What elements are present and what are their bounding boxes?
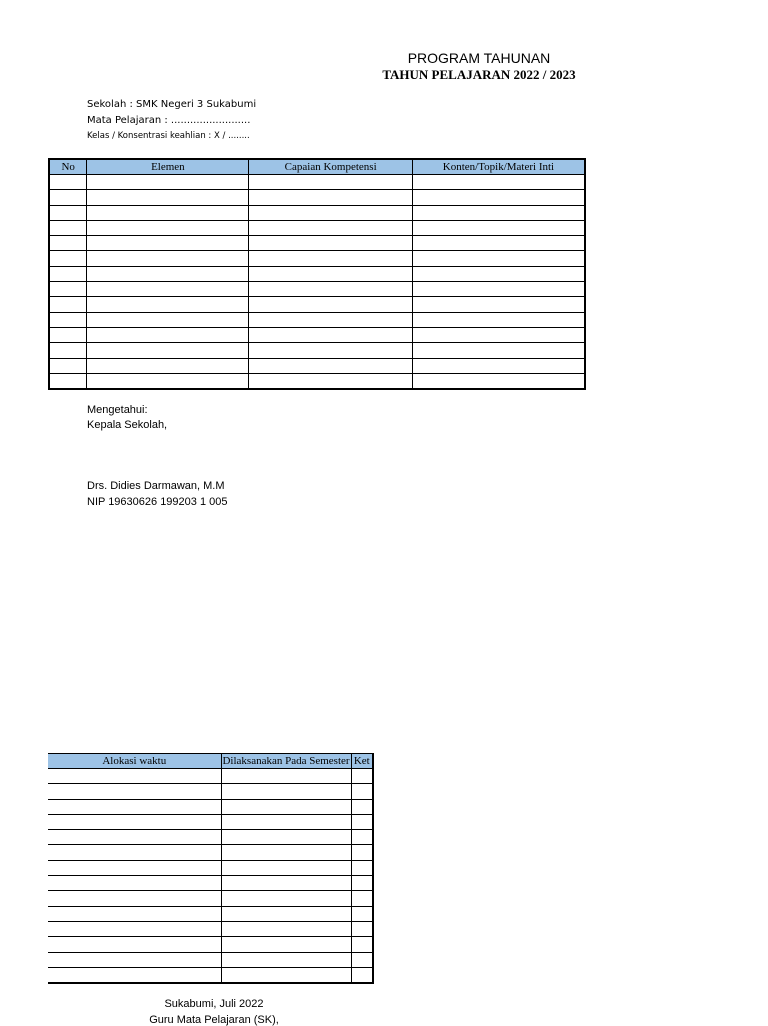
table-cell bbox=[412, 282, 585, 297]
table-row bbox=[49, 312, 585, 327]
signature-name: Drs. Didies Darmawan, M.M bbox=[87, 480, 225, 492]
table-row bbox=[48, 860, 373, 875]
table-cell bbox=[351, 921, 373, 936]
table-cell bbox=[221, 845, 351, 860]
table-cell bbox=[249, 282, 412, 297]
table-cell bbox=[249, 312, 412, 327]
table-row bbox=[49, 220, 585, 235]
table-cell bbox=[249, 266, 412, 281]
table-cell bbox=[48, 967, 221, 983]
table-cell bbox=[49, 220, 87, 235]
table-row bbox=[48, 967, 373, 983]
document-subtitle: TAHUN PELAJARAN 2022 / 2023 bbox=[382, 67, 576, 82]
table-cell bbox=[49, 190, 87, 205]
table-cell bbox=[221, 830, 351, 845]
table-cell bbox=[412, 297, 585, 312]
table-cell bbox=[87, 190, 249, 205]
table-cell bbox=[221, 860, 351, 875]
signature-role: Kepala Sekolah, bbox=[87, 419, 168, 431]
table-cell bbox=[49, 373, 87, 389]
header-no: No bbox=[49, 159, 87, 175]
table-row bbox=[49, 327, 585, 342]
table-cell bbox=[412, 251, 585, 266]
info-sekolah: Sekolah : SMK Negeri 3 Sukabumi bbox=[87, 99, 257, 110]
table-cell bbox=[48, 921, 221, 936]
table-cell bbox=[249, 205, 412, 220]
table-cell bbox=[49, 358, 87, 373]
table-cell bbox=[351, 937, 373, 952]
table-row bbox=[48, 784, 373, 799]
table-cell bbox=[48, 906, 221, 921]
table-cell bbox=[412, 343, 585, 358]
table-cell bbox=[49, 175, 87, 190]
table-cell bbox=[221, 814, 351, 829]
table-cell bbox=[249, 358, 412, 373]
table-cell bbox=[87, 358, 249, 373]
table-cell bbox=[221, 769, 351, 784]
table-cell bbox=[48, 876, 221, 891]
table-cell bbox=[351, 891, 373, 906]
table-cell bbox=[412, 327, 585, 342]
table-cell bbox=[412, 312, 585, 327]
table-cell bbox=[48, 845, 221, 860]
header-capaian-kompetensi: Capaian Kompetensi bbox=[249, 159, 412, 175]
table-cell bbox=[49, 327, 87, 342]
table-cell bbox=[221, 937, 351, 952]
table-row bbox=[48, 876, 373, 891]
table-cell bbox=[221, 891, 351, 906]
program-table-header bbox=[49, 159, 585, 175]
table-row bbox=[48, 921, 373, 936]
table-cell bbox=[412, 266, 585, 281]
table-cell bbox=[87, 327, 249, 342]
table-row bbox=[49, 373, 585, 389]
table-cell bbox=[221, 784, 351, 799]
footer-place-date: Sukabumi, Juli 2022 bbox=[164, 998, 264, 1010]
table-row bbox=[49, 282, 585, 297]
allocation-table-header bbox=[48, 754, 373, 769]
table-cell bbox=[87, 220, 249, 235]
table-cell bbox=[87, 297, 249, 312]
table-cell bbox=[87, 251, 249, 266]
table-row bbox=[48, 906, 373, 921]
table-row bbox=[48, 799, 373, 814]
signature-mengetahui: Mengetahui: bbox=[87, 404, 148, 416]
table-cell bbox=[412, 358, 585, 373]
table-cell bbox=[48, 860, 221, 875]
table-row bbox=[48, 769, 373, 784]
table-cell bbox=[221, 906, 351, 921]
table-cell bbox=[412, 175, 585, 190]
table-cell bbox=[49, 205, 87, 220]
table-row bbox=[49, 175, 585, 190]
table-cell bbox=[249, 297, 412, 312]
table-cell bbox=[87, 343, 249, 358]
program-table bbox=[48, 158, 586, 390]
table-cell bbox=[221, 967, 351, 983]
table-cell bbox=[412, 220, 585, 235]
table-row bbox=[48, 845, 373, 860]
table-row bbox=[49, 205, 585, 220]
info-mata-pelajaran: Mata Pelajaran : ......................... bbox=[87, 115, 251, 126]
table-row bbox=[49, 236, 585, 251]
table-row bbox=[49, 251, 585, 266]
table-cell bbox=[221, 799, 351, 814]
table-row bbox=[49, 190, 585, 205]
table-cell bbox=[48, 814, 221, 829]
document-title: PROGRAM TAHUNAN bbox=[407, 50, 551, 66]
table-cell bbox=[412, 373, 585, 389]
table-cell bbox=[351, 799, 373, 814]
header-konten: Konten/Topik/Materi Inti bbox=[412, 159, 585, 175]
table-cell bbox=[351, 814, 373, 829]
table-cell bbox=[351, 952, 373, 967]
table-cell bbox=[351, 906, 373, 921]
table-cell bbox=[221, 876, 351, 891]
table-row bbox=[49, 266, 585, 281]
table-row bbox=[48, 814, 373, 829]
header-ket: Ket bbox=[351, 754, 373, 769]
table-cell bbox=[351, 876, 373, 891]
table-cell bbox=[87, 373, 249, 389]
table-cell bbox=[351, 769, 373, 784]
table-cell bbox=[48, 799, 221, 814]
header-dilaksanakan: Dilaksanakan Pada Semester bbox=[222, 754, 350, 767]
table-cell bbox=[351, 860, 373, 875]
table-cell bbox=[351, 845, 373, 860]
table-row bbox=[48, 891, 373, 906]
table-cell bbox=[48, 891, 221, 906]
table-cell bbox=[49, 236, 87, 251]
table-row bbox=[49, 358, 585, 373]
table-cell bbox=[249, 236, 412, 251]
header-alokasi-waktu: Alokasi waktu bbox=[48, 754, 221, 769]
table-row bbox=[49, 343, 585, 358]
table-cell bbox=[351, 967, 373, 983]
table-cell bbox=[249, 251, 412, 266]
table-cell bbox=[412, 205, 585, 220]
signature-nip: NIP 19630626 199203 1 005 bbox=[87, 496, 228, 508]
table-cell bbox=[221, 952, 351, 967]
table-cell bbox=[49, 282, 87, 297]
table-cell bbox=[87, 312, 249, 327]
table-row bbox=[48, 830, 373, 845]
table-cell bbox=[49, 297, 87, 312]
table-cell bbox=[249, 190, 412, 205]
allocation-table bbox=[48, 753, 374, 984]
table-cell bbox=[48, 784, 221, 799]
table-row bbox=[48, 952, 373, 967]
table-cell bbox=[351, 784, 373, 799]
footer-role: Guru Mata Pelajaran (SK), bbox=[149, 1014, 279, 1026]
table-cell bbox=[87, 205, 249, 220]
table-cell bbox=[49, 312, 87, 327]
table-cell bbox=[249, 220, 412, 235]
table-cell bbox=[49, 343, 87, 358]
table-cell bbox=[412, 190, 585, 205]
table-cell bbox=[48, 830, 221, 845]
table-cell bbox=[49, 266, 87, 281]
table-cell bbox=[249, 343, 412, 358]
table-cell bbox=[87, 282, 249, 297]
table-cell bbox=[87, 175, 249, 190]
table-cell bbox=[48, 937, 221, 952]
header-elemen: Elemen bbox=[87, 159, 249, 175]
table-cell bbox=[221, 921, 351, 936]
table-cell bbox=[249, 175, 412, 190]
table-cell bbox=[49, 251, 87, 266]
info-kelas: Kelas / Konsentrasi keahlian : X / ........ bbox=[87, 131, 250, 141]
table-cell bbox=[249, 327, 412, 342]
table-cell bbox=[412, 236, 585, 251]
table-cell bbox=[48, 769, 221, 784]
table-cell bbox=[87, 236, 249, 251]
table-cell bbox=[351, 830, 373, 845]
table-cell bbox=[249, 373, 412, 389]
table-cell bbox=[87, 266, 249, 281]
table-row bbox=[48, 937, 373, 952]
table-row bbox=[49, 297, 585, 312]
table-cell bbox=[48, 952, 221, 967]
